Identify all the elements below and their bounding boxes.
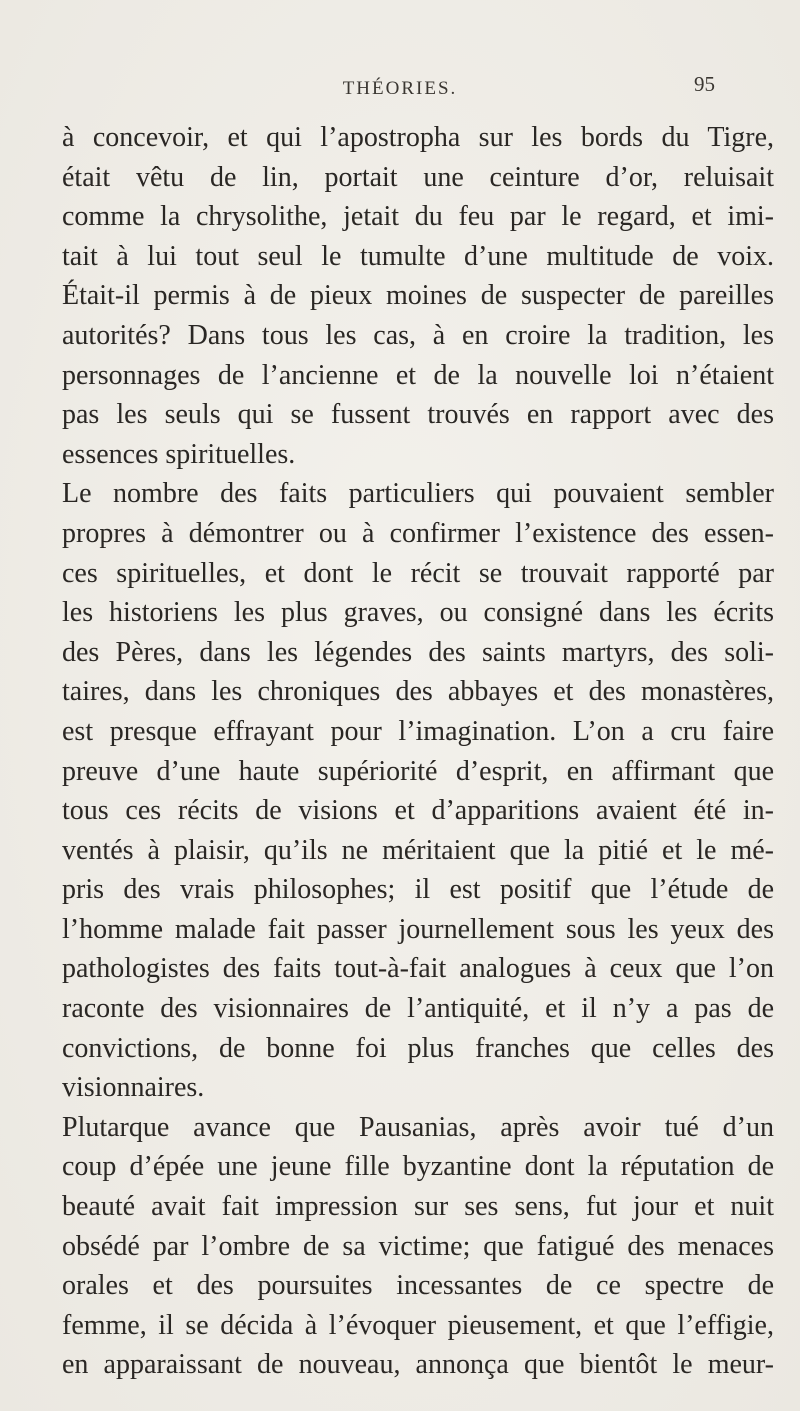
text-line: est presque effrayant pour l’imagination. L’on a cru faire [62,715,774,747]
text-line: personnages de l’ancienne et de la nouvelle loi n’étaient [62,359,774,391]
page-number: 95 [694,72,715,96]
text-line: coup d’épée une jeune fille byzantine dont la réputation de [62,1151,774,1183]
body-text [62,118,774,1385]
text-line: tous ces récits de visions et d’apparitions avaient été in- [62,795,774,827]
text-line: à concevoir, et qui l’apostropha sur les bords du Tigre, [62,122,774,153]
running-head [40,72,760,108]
text-line: ces spirituelles, et dont le récit se trouvait rapporté par [62,557,774,589]
text-line: femme, il se décida à l’évoquer pieusement, et que l’effigie, [62,1309,774,1341]
text-line: visionnaires. [62,1072,205,1104]
text-line: taires, dans les chroniques des abbayes et des monastères, [62,676,774,708]
text-line: Était-il permis à de pieux moines de suspecter de pareilles [62,280,774,312]
text-line: convictions, de bonne foi plus franches que celles des [62,1032,774,1064]
text-line: des Pères, dans les légendes des saints martyrs, des soli- [62,636,774,668]
text-line: beauté avait fait impression sur ses sens, fut jour et nuit [62,1191,774,1223]
text-line: était vêtu de lin, portait une ceinture d’or, reluisait [62,161,774,193]
text-line: Le nombre des faits particuliers qui pouvaient sembler [62,478,774,510]
running-title: THÉORIES. [342,78,458,99]
text-line: tait à lui tout seul le tumulte d’une multitude de voix. [62,240,774,272]
text-line: raconte des visionnaires de l’antiquité, et il n’y a pas de [62,993,774,1025]
text-line: pathologistes des faits tout-à-fait analogues à ceux que l’on [62,953,774,985]
text-line: propres à démontrer ou à confirmer l’existence des essen- [62,517,774,549]
text-line: ventés à plaisir, qu’ils ne méritaient que la pitié et le mé- [62,834,774,866]
text-line: autorités? Dans tous les cas, à en croire la tradition, les [62,319,774,351]
text-line: pris des vrais philosophes; il est positif que l’étude de [62,874,774,906]
text-line: pas les seuls qui se fussent trouvés en rapport avec des [62,399,774,431]
text-line: preuve d’une haute supériorité d’esprit, en affirmant que [62,755,774,787]
text-line: comme la chrysolithe, jetait du feu par le regard, et imi- [62,201,774,233]
text-line: en apparaissant de nouveau, annonça que bientôt le meur- [62,1349,774,1381]
text-line: orales et des poursuites incessantes de ce spectre de [62,1270,774,1302]
text-line: obsédé par l’ombre de sa victime; que fatigué des menaces [62,1230,774,1262]
text-line: essences spirituelles. [62,438,296,470]
text-line: les historiens les plus graves, ou consigné dans les écrits [62,597,774,629]
text-line: l’homme malade fait passer journellement sous les yeux des [62,913,774,945]
text-line: Plutarque avance que Pausanias, après avoir tué d’un [62,1111,774,1143]
